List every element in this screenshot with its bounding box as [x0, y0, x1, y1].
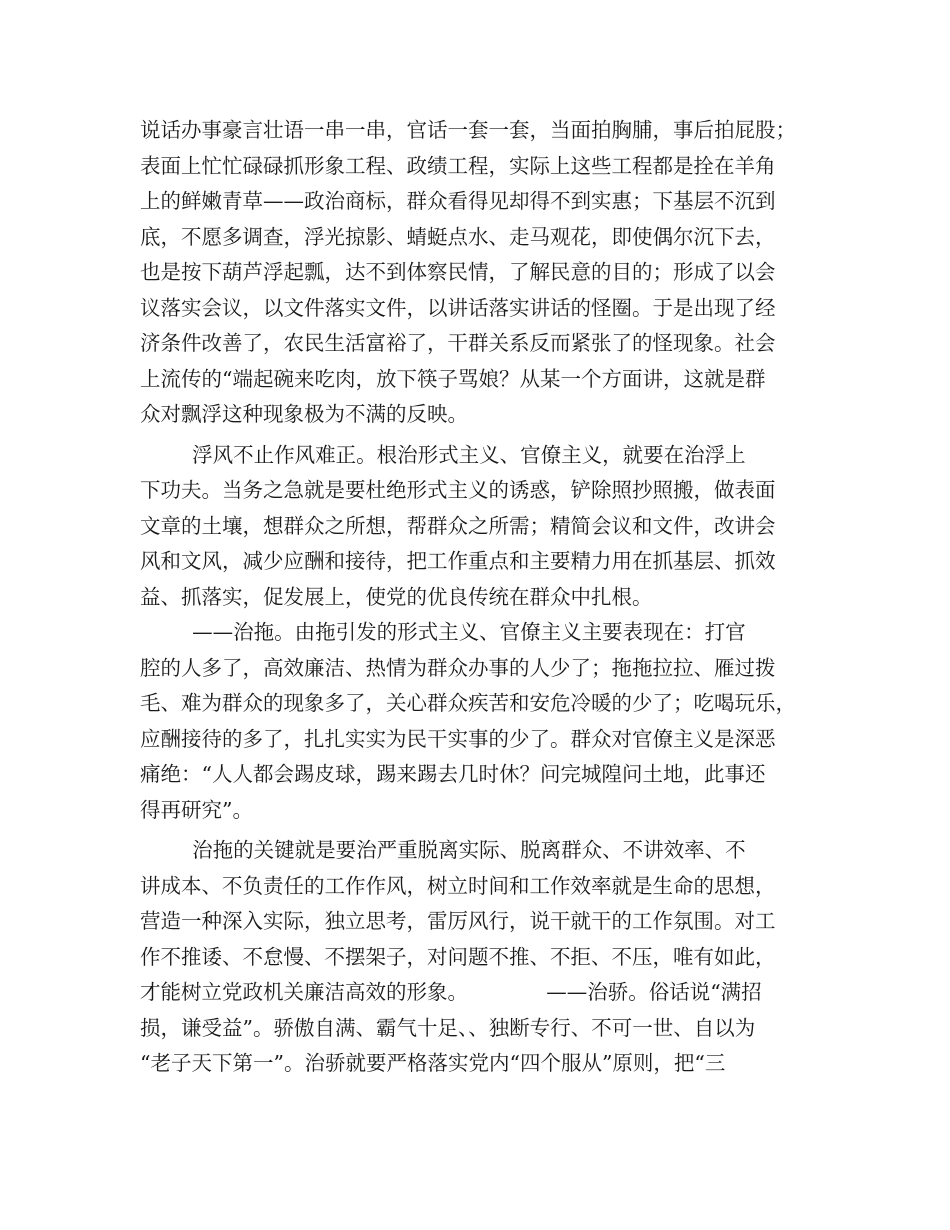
text-line: 浮风不止作风难正。根治形式主义、官僚主义，就要在治浮上 [140, 442, 746, 467]
text-line: 上的鲜嫩青草——政治商标，群众看得见却得不到实惠；下基层不沉到 [140, 189, 776, 213]
text-line: 才能树立党政机关廉洁高效的形象。 ——治骄。俗话说“满招 [140, 980, 762, 1004]
text-line: 表面上忙忙碌碌抓形象工程、政绩工程，实际上这些工程都是拴在羊角 [140, 153, 776, 178]
text-line: 治拖的关键就是要治严重脱离实际、脱离群众、不讲效率、不 [140, 838, 746, 862]
text-line: 得再研究”。 [140, 797, 253, 822]
text-line: 下功夫。当务之急就是要杜绝形式主义的诱惑，铲除照抄照搬，做表面 [140, 478, 776, 502]
text-line: 益、抓落实，促发展上，使党的优良传统在群众中扎根。 [140, 584, 653, 609]
text-line: 众对飘浮这种现象极为不满的反映。 [140, 402, 468, 426]
text-line: 底，不愿多调查，浮光掠影、蜻蜓点水、走马观花，即使偶尔沉下去， [140, 224, 776, 249]
text-line: 损，谦受益”。骄傲自满、霸气十足、、独断专行、不可一世、自以为 [140, 1015, 756, 1040]
text-line: 痛绝：“人人都会踢皮球，踢来踢去几时休？问完城隍问土地，此事还 [140, 762, 766, 786]
text-line: 说话办事豪言壮语一串一串，官话一套一套，当面拍胸脯，事后拍屁股； [140, 118, 796, 142]
text-line: 文章的土壤，想群众之所想，帮群众之所需；精简会议和文件，改讲会 [140, 513, 776, 538]
text-line: 上流传的“端起碗来吃肉，放下筷子骂娘？从某一个方面讲，这就是群 [140, 366, 766, 391]
body-text [140, 113, 830, 1082]
text-line: “老子天下第一”。治骄就要严格落实党内“四个服从”原则，把“三 [140, 1051, 726, 1075]
text-line: 应酬接待的多了，扎扎实实为民干实事的少了。群众对官僚主义是深恶 [140, 726, 776, 751]
text-line: 风和文风，减少应酬和接待，把工作重点和主要精力用在抓基层、抓效 [140, 549, 776, 573]
text-line: 济条件改善了，农民生活富裕了，干群关系反而紧张了的怪现象。社会 [140, 331, 776, 355]
text-line: 也是按下葫芦浮起瓢，达不到体察民情，了解民意的目的；形成了以会 [140, 260, 776, 284]
text-line: 腔的人多了，高效廉洁、热情为群众办事的人少了；拖拖拉拉、雁过拨 [140, 655, 776, 680]
text-line: 讲成本、不负责任的工作作风，树立时间和工作效率就是生命的思想， [140, 873, 776, 898]
text-line: 议落实会议，以文件落实文件，以讲话落实讲话的怪圈。于是出现了经 [140, 295, 776, 320]
text-line: 营造一种深入实际，独立思考，雷厉风行，说干就干的工作氛围。对工 [140, 909, 776, 933]
text-line: 作不推诿、不怠慢、不摆架子，对问题不推、不拒、不压，唯有如此， [140, 944, 776, 969]
text-line: 毛、难为群众的现象多了，关心群众疾苦和安危冷暖的少了；吃喝玩乐， [140, 691, 796, 715]
text-line: ——治拖。由拖引发的形式主义、官僚主义主要表现在：打官 [140, 620, 746, 644]
